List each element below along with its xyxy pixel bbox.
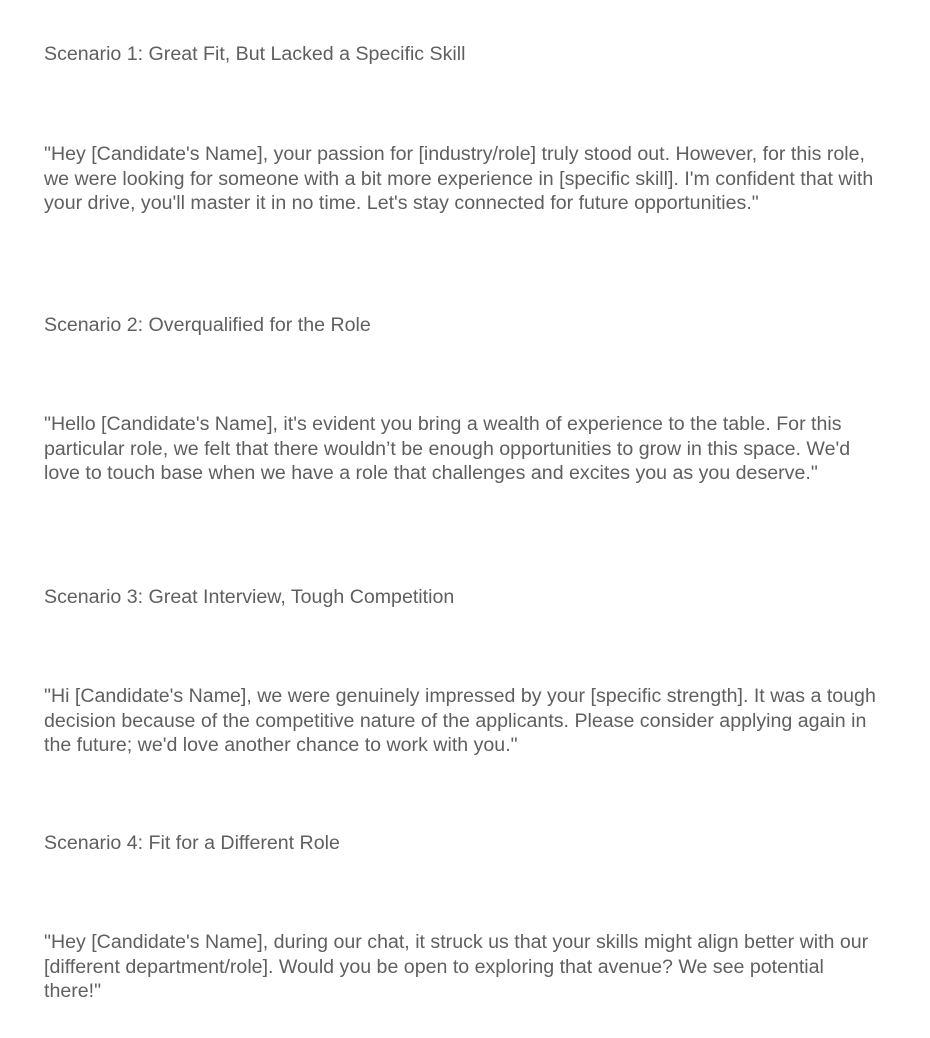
scenario-2-heading: Scenario 2: Overqualified for the Role	[44, 314, 371, 336]
scenario-3-heading: Scenario 3: Great Interview, Tough Competition	[44, 586, 455, 608]
scenario-4-message: "Hey [Candidate's Name], during our chat, it struck us that your skills might align better with our [different department/role]. Would you be open to exploring that avenue? We see potential there!"	[44, 931, 869, 1002]
scenario-4-heading: Scenario 4: Fit for a Different Role	[44, 832, 340, 854]
scenario-2-message: "Hello [Candidate's Name], it's evident you bring a wealth of experience to the table. For this particular role, we felt that there wouldn’t be enough opportunities to grow in this space. We'd love to touch base when we have a role that challenges and excites you as you deserve."	[44, 413, 851, 484]
scenario-1-heading: Scenario 1: Great Fit, But Lacked a Specific Skill	[44, 43, 466, 65]
scenario-3-message: "Hi [Candidate's Name], we were genuinely impressed by your [specific strength]. It was a tough decision because of the competitive nature of the applicants. Please consider applying again in the future; we'd love another chance to work with you."	[44, 685, 876, 756]
scenario-1-message: "Hey [Candidate's Name], your passion for [industry/role] truly stood out. However, for this role, we were looking for someone with a bit more experience in [specific skill]. I'm confident that with your drive, you'll master it in no time. Let's stay connected for future opportunities."	[44, 143, 874, 214]
